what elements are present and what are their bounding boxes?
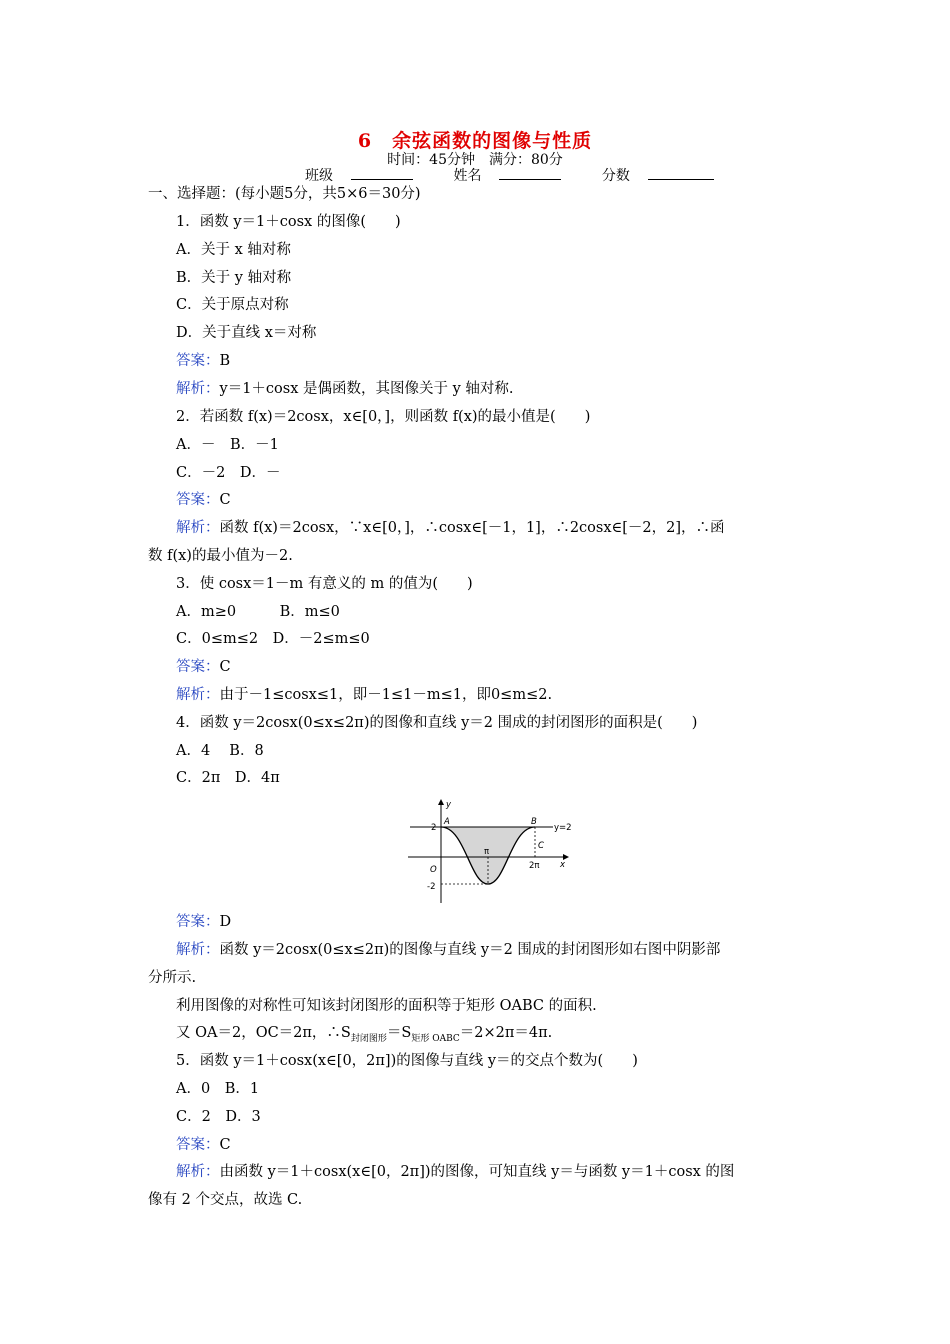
answer-value: B [219, 353, 231, 369]
q2-analysis-cont: 数 f(x)的最小值为－2. [148, 548, 293, 564]
q2-analysis [176, 516, 725, 537]
q4-analysis [176, 938, 720, 959]
q1-option-a: A．关于 x 轴对称 [176, 242, 291, 258]
q5-options-cd: C．2 D．3 [176, 1109, 261, 1125]
analysis-text-c: ＝2×2π＝4π. [459, 1025, 553, 1041]
q4-options-cd: C．2π D．4π [176, 770, 280, 786]
analysis-label: 解析： [176, 1164, 220, 1180]
score-label: 分数 [601, 168, 630, 184]
q5-analysis [176, 1160, 734, 1181]
origin-label: O [430, 865, 437, 875]
answer-label: 答案： [176, 914, 220, 930]
q5-stem: 5．函数 y＝1＋cosx(x∈[0，2π])的图像与直线 y＝的交点个数为( ) [176, 1053, 638, 1069]
q4-answer [176, 910, 231, 931]
answer-label: 答案： [176, 353, 220, 369]
analysis-text: 由于－1≤cosx≤1，即－1≤1－m≤1，即0≤m≤2. [219, 687, 553, 703]
tick-neg2: -2 [427, 882, 436, 892]
analysis-text-b: ＝S [386, 1025, 412, 1041]
q3-answer [176, 655, 231, 676]
y-axis-label: y [446, 800, 452, 810]
page-title: 6 余弦函数的图像与性质 [357, 130, 593, 152]
tick-2: 2 [431, 823, 437, 833]
analysis-label: 解析： [176, 381, 220, 397]
q1-stem: 1．函数 y＝1＋cosx 的图像( ) [176, 214, 401, 230]
answer-label: 答案： [176, 1137, 220, 1153]
answer-value: C [219, 492, 231, 508]
q4-analysis-cont: 分所示. [148, 970, 197, 986]
analysis-text: 由函数 y＝1＋cosx(x∈[0，2π])的图像，可知直线 y＝与函数 y＝1＋cosx 的图 [219, 1164, 735, 1180]
q5-analysis-cont: 像有 2 个交点，故选 C. [148, 1192, 303, 1208]
q4-analysis-line4 [176, 1021, 552, 1044]
section-heading: 一、选择题：(每小题5分，共5×6＝30分) [148, 186, 421, 202]
tick-pi: π [484, 847, 490, 857]
q2-options-cd: C．－2 D．－ [176, 465, 281, 481]
q1-option-b: B．关于 y 轴对称 [176, 270, 292, 286]
q3-options-cd: C．0≤m≤2 D．－2≤m≤0 [176, 631, 370, 647]
tick-2pi: 2π [529, 861, 540, 871]
analysis-text: 函数 f(x)＝2cosx，∵x∈[0，]，∴cosx∈[－1，1]，∴2cosx∈[－2，2]，∴函 [219, 520, 725, 536]
q1-option-c: C．关于原点对称 [176, 297, 289, 313]
q5-options-ab: A．0 B．1 [176, 1081, 260, 1097]
analysis-label: 解析： [176, 520, 220, 536]
point-b-label: B [531, 817, 537, 827]
point-a-label: A [444, 817, 450, 827]
line-y2-label: y=2 [554, 823, 572, 833]
analysis-label: 解析： [176, 942, 220, 958]
class-blank [351, 167, 413, 180]
q2-stem: 2．若函数 f(x)＝2cosx，x∈[0，]，则函数 f(x)的最小值是( ) [176, 409, 591, 425]
q2-answer [176, 488, 231, 509]
q3-analysis [176, 683, 552, 704]
x-axis-label: x [560, 860, 566, 870]
name-blank [499, 167, 561, 180]
subscript-closed: 封闭图形 [350, 1033, 387, 1044]
analysis-text-a: 又 OA＝2，OC＝2π，∴S [176, 1025, 351, 1041]
cosine-area-figure [400, 795, 590, 907]
q1-option-d: D．关于直线 x＝对称 [176, 325, 317, 341]
analysis-text: 函数 y＝2cosx(0≤x≤2π)的图像与直线 y＝2 围成的封闭图形如右图中阴影部 [219, 942, 721, 958]
class-label: 班级 [305, 168, 333, 184]
answer-value: D [219, 914, 232, 930]
analysis-label: 解析： [176, 687, 220, 703]
exam-meta: 时间：45分钟 满分：80分 [387, 152, 563, 168]
q5-answer [176, 1133, 231, 1154]
q2-options-ab: A．－ B．－1 [176, 437, 279, 453]
answer-value: C [219, 1137, 231, 1153]
point-c-label: C [538, 841, 544, 851]
q3-options-ab: A．m≥0 B．m≤0 [176, 604, 340, 620]
q1-analysis [176, 377, 514, 398]
q4-stem: 4．函数 y＝2cosx(0≤x≤2π)的图像和直线 y＝2 围成的封闭图形的面积是( ) [176, 715, 698, 731]
q4-analysis-line3: 利用图像的对称性可知该封闭图形的面积等于矩形 OABC 的面积. [176, 998, 597, 1014]
answer-value: C [219, 659, 231, 675]
score-blank [648, 167, 714, 180]
answer-label: 答案： [176, 492, 220, 508]
analysis-text: y＝1＋cosx 是偶函数，其图像关于 y 轴对称. [219, 381, 514, 397]
q1-answer [176, 349, 230, 370]
subscript-rect: 矩形 OABC [411, 1033, 460, 1044]
answer-label: 答案： [176, 659, 220, 675]
q3-stem: 3．使 cosx＝1－m 有意义的 m 的值为( ) [176, 576, 473, 592]
name-label: 姓名 [453, 168, 482, 184]
q4-options-ab: A．4 B．8 [176, 743, 264, 759]
